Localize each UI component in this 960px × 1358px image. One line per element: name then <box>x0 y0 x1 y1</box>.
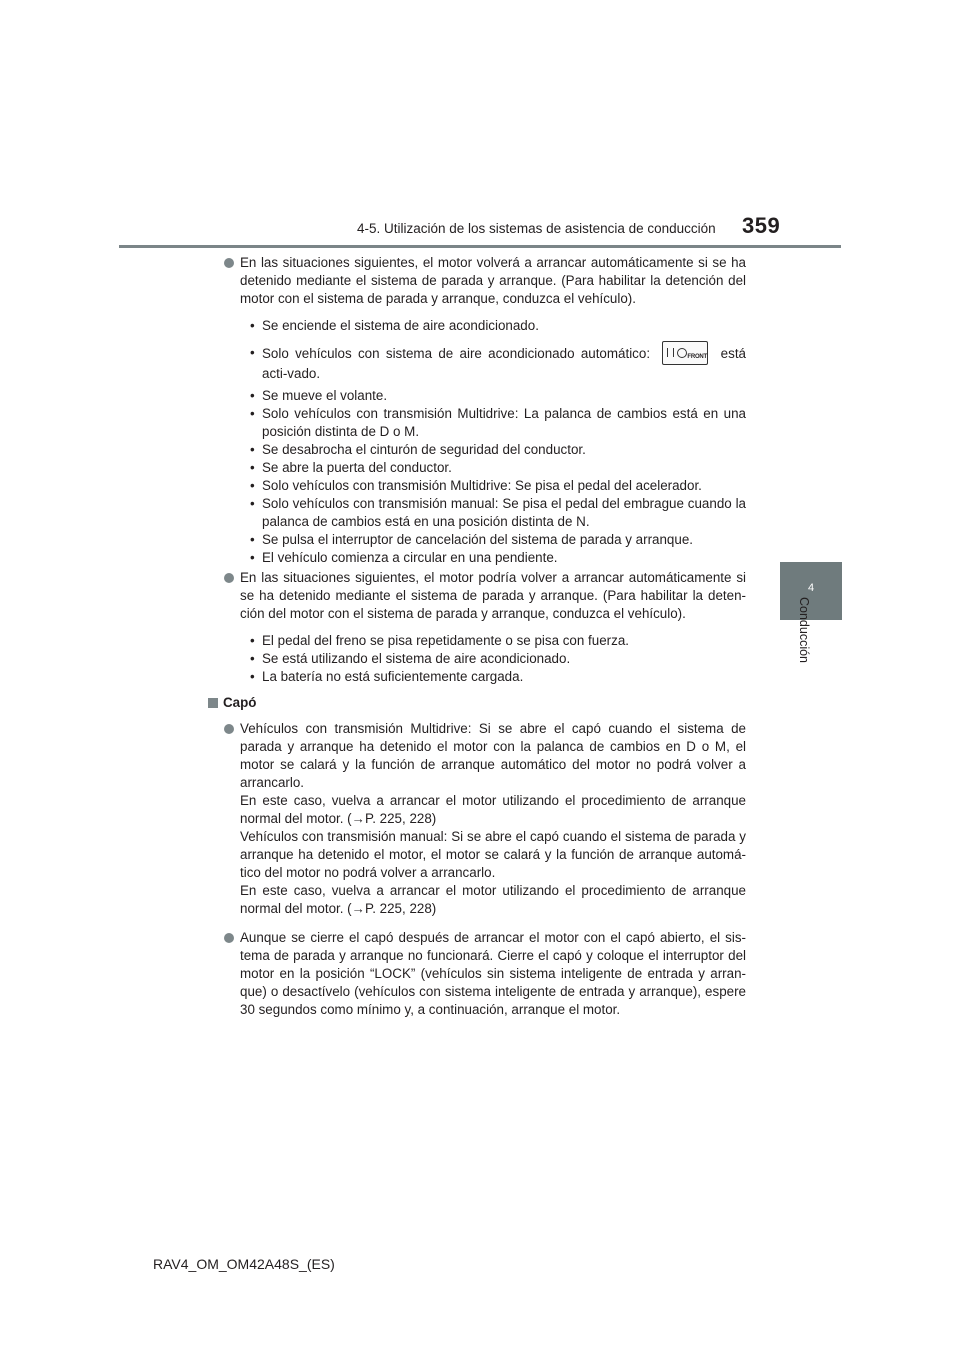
paragraph-text: En las situaciones siguientes, el motor volverá a arrancar automáticamente si se ha detenido mediante el sistema de parada y arranque. (Para habilitar la detención del motor con el sistema de parada y arranque, conduzca el vehículo). <box>240 255 746 306</box>
paragraph-text: En este caso, vuelva a arrancar el motor utilizando el procedimiento de arranque normal del motor. (→P. 225, 228) <box>240 883 746 916</box>
bullet-paragraph <box>222 569 746 623</box>
bullet-dot-icon <box>224 258 234 268</box>
bullet-dot-icon <box>224 573 234 583</box>
document-code: RAV4_OM_OM42A48S_(ES) <box>153 1256 335 1272</box>
bullet-dot-icon <box>224 933 234 943</box>
list-item: • Se está utilizando el sistema de aire acondicionado. <box>250 650 746 668</box>
list-item: • Se mueve el volante. <box>250 387 746 405</box>
condition-list <box>222 317 746 567</box>
list-item: • Se abre la puerta del conductor. <box>250 459 746 477</box>
list-item: • Solo vehículos con transmisión Multidrive: Se pisa el pedal del acelerador. <box>250 477 746 495</box>
list-item-text: está acti-vado. <box>262 346 746 381</box>
ac-front-button-icon <box>662 341 708 365</box>
section-heading <box>208 694 746 712</box>
chapter-number: 4 <box>807 582 815 594</box>
chapter-label: Conducción <box>797 596 811 664</box>
list-item <box>250 344 746 383</box>
paragraph-text: En este caso, vuelva a arrancar el motor utilizando el procedimiento de arranque normal del motor. (→P. 225, 228) <box>240 793 746 826</box>
list-item: • Se enciende el sistema de aire acondicionado. <box>250 317 746 335</box>
list-item: • Se pulsa el interruptor de cancelación del sistema de parada y arranque. <box>250 531 746 549</box>
chapter-tab <box>780 562 842 620</box>
paragraph-text: En las situaciones siguientes, el motor podría volver a arrancar automáticamente si se ha detenido mediante el sistema de parada y arranque. (Para habilitar la deten-ción del motor con el sistema de parada y arranque, conduzca el vehículo). <box>240 570 746 621</box>
list-item: • El pedal del freno se pisa repetidamente o se pisa con fuerza. <box>250 632 746 650</box>
condition-list <box>222 632 746 686</box>
list-item: • Solo vehículos con transmisión manual: Se pisa el pedal del embrague cuando la palanca de cambios está en una posición distinta de N. <box>250 495 746 531</box>
header-section-title: 4-5. Utilización de los sistemas de asistencia de conducción <box>357 221 716 236</box>
page-number: 359 <box>742 213 781 238</box>
ac-icon-label: FRONT <box>687 354 708 360</box>
bullet-paragraph <box>222 720 746 918</box>
square-bullet-icon <box>208 698 218 708</box>
main-content <box>222 254 746 1019</box>
list-item-text: Solo vehículos con sistema de aire acondicionado automático: <box>262 346 651 362</box>
section-heading-text: Capó <box>223 695 257 710</box>
paragraph-text: Vehículos con transmisión manual: Si se abre el capó cuando el sistema de parada y arranque ha detenido el motor, el motor se calará y la función de arranque automá-tico del motor no podrá volver a arrancarlo. <box>240 829 746 880</box>
list-item: • Solo vehículos con transmisión Multidrive: La palanca de cambios está en una posición distinta de D o M. <box>250 405 746 441</box>
chapter-label-container <box>776 596 846 750</box>
bullet-dot-icon <box>224 724 234 734</box>
paragraph-text: Vehículos con transmisión Multidrive: Si se abre el capó cuando el sistema de parada y arranque ha detenido el motor con la palanca de cambios en D o M, el motor se calará y la función de arranque automático del motor no podrá volver a arrancarlo. <box>240 721 746 790</box>
header-rule <box>119 245 841 248</box>
list-item: • Se desabrocha el cinturón de seguridad del conductor. <box>250 441 746 459</box>
bullet-paragraph <box>222 929 746 1019</box>
bullet-paragraph <box>222 254 746 308</box>
paragraph-text: Aunque se cierre el capó después de arrancar el motor con el capó abierto, el sis-tema de parada y arranque no funcionará. Cierre el capó y coloque el interruptor del motor en la posición “LOCK” (vehículos sin sistema inteligente de entrada y arran-que) o desactívelo (vehículos con sistema inteligente de entrada y arranque), espere 30 segundos como mínimo y, a continuación, arranque el motor. <box>240 930 746 1017</box>
list-item: • La batería no está suficientemente cargada. <box>250 668 746 686</box>
list-item: • El vehículo comienza a circular en una pendiente. <box>250 549 746 567</box>
